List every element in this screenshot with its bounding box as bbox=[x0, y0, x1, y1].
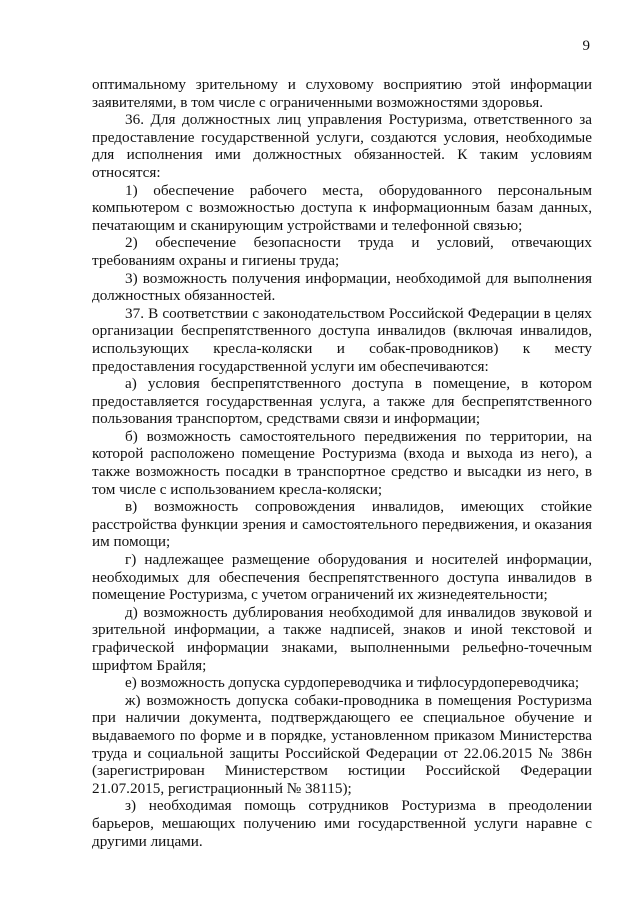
document-body bbox=[92, 76, 592, 850]
paragraph-36-item-3: 3) возможность получения информации, необходимой для выполнения должностных обязанностей. bbox=[92, 269, 592, 305]
paragraph-37: 37. В соответствии с законодательством Российской Федерации в целях организации беспрепятственного доступа инвалидов (включая инвалидов, использующих кресла-коляски и собак-проводников) к месту предоставления государственной услуги им обеспечиваются: bbox=[92, 304, 592, 375]
paragraph-37-item-a: а) условия беспрепятственного доступа в помещение, в котором предоставляется государственная услуга, а также для беспрепятственного пользования транспортом, средствами связи и информации; bbox=[92, 375, 592, 428]
paragraph-continuation: оптимальному зрительному и слуховому восприятию этой информации заявителями, в том числе с ограниченными возможностями здоровья. bbox=[92, 76, 592, 111]
page-number: 9 bbox=[582, 38, 590, 54]
paragraph-36-item-2: 2) обеспечение безопасности труда и условий, отвечающих требованиям охраны и гигиены труда; bbox=[92, 234, 592, 269]
paragraph-36-item-1: 1) обеспечение рабочего места, оборудованного персональным компьютером с возможностью доступа к информационным базам данных, печатающим и сканирующим устройствами и телефонной связью; bbox=[92, 181, 592, 234]
paragraph-36: 36. Для должностных лиц управления Ростуризма, ответственного за предоставление государственной услуги, создаются условия, необходимые для исполнения ими должностных обязанностей. К таким условиям относятся: bbox=[92, 111, 592, 181]
paragraph-37-item-zh: ж) возможность допуска собаки-проводника в помещения Ростуризма при наличии документа, подтверждающего ее специальное обучение и выдаваемого по форме и в порядке, установленном приказом Министерства труда и социальной защиты Российской Федерации от 22.06.2015 № 386н (зарегистрирован Министерством юстиции Российской Федерации 21.07.2015, регистрационный № 38115); bbox=[92, 691, 592, 797]
paragraph-37-item-e: е) возможность допуска сурдопереводчика и тифлосурдопереводчика; bbox=[125, 674, 580, 692]
paragraph-37-item-g: г) надлежащее размещение оборудования и носителей информации, необходимых для обеспечения беспрепятственного доступа инвалидов в помещение Ростуризма, с учетом ограничений их жизнедеятельности; bbox=[92, 551, 592, 604]
paragraph-37-item-v: в) возможность сопровождения инвалидов, имеющих стойкие расстройства функции зрения и самостоятельного передвижения, и оказания им помощи; bbox=[92, 498, 592, 551]
paragraph-37-item-z: з) необходимая помощь сотрудников Ростуризма в преодолении барьеров, мешающих получению ими государственной услуги наравне с другими лицами. bbox=[92, 797, 592, 850]
paragraph-37-item-d: д) возможность дублирования необходимой для инвалидов звуковой и зрительной информации, а также надписей, знаков и иной текстовой и графической информации знаками, выполненными рельефно-точечным шрифтом Брайля; bbox=[92, 603, 592, 674]
paragraph-37-item-b: б) возможность самостоятельного передвижения по территории, на которой расположено помещение Ростуризма (входа и выхода из него), а также возможность посадки в транспортное средство и высадки из него, в том числе с использованием кресла-коляски; bbox=[92, 427, 592, 498]
